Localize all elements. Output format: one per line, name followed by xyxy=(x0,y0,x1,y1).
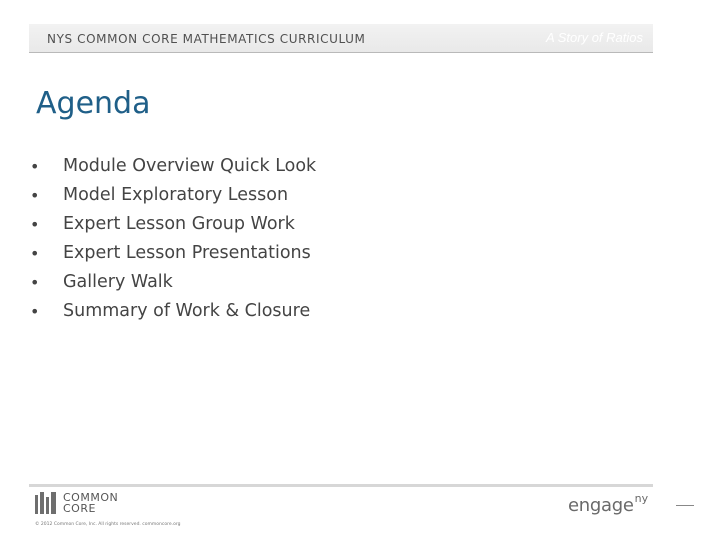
agenda-item xyxy=(30,152,316,181)
agenda-item-text: Expert Lesson Presentations xyxy=(63,243,311,263)
common-core-logo xyxy=(35,492,135,518)
agenda-list xyxy=(30,152,316,326)
logo-line-2: CORE xyxy=(63,502,96,515)
curriculum-label: NYS COMMON CORE MATHEMATICS CURRICULUM xyxy=(47,32,366,46)
slide-title: Agenda xyxy=(36,86,151,121)
agenda-item xyxy=(30,297,316,326)
engage-ny-logo xyxy=(568,492,648,516)
engage-wordmark: engage xyxy=(568,495,634,516)
agenda-item xyxy=(30,210,316,239)
agenda-item-text: Gallery Walk xyxy=(63,272,173,292)
story-label: A Story of Ratios xyxy=(545,30,643,45)
copyright-text: © 2012 Common Core, Inc. All rights reserved. commoncore.org xyxy=(35,522,181,527)
bullet-icon: • xyxy=(30,157,40,176)
bullet-icon: • xyxy=(30,244,40,263)
bullet-icon: • xyxy=(30,215,40,234)
bullet-icon: • xyxy=(30,186,40,205)
bullet-icon: • xyxy=(30,302,40,321)
footer-dash xyxy=(676,505,694,506)
engage-superscript: ny xyxy=(634,492,649,505)
common-core-wordmark xyxy=(63,492,118,514)
agenda-item-text: Module Overview Quick Look xyxy=(63,156,317,176)
agenda-item xyxy=(30,181,316,210)
header-bar xyxy=(29,24,653,53)
agenda-item-text: Summary of Work & Closure xyxy=(63,301,311,321)
bullet-icon: • xyxy=(30,273,40,292)
agenda-item-text: Expert Lesson Group Work xyxy=(63,214,295,234)
logo-line-1: COMMON xyxy=(63,491,119,504)
footer-divider xyxy=(29,484,653,487)
agenda-item xyxy=(30,239,316,268)
agenda-item xyxy=(30,268,316,297)
agenda-item-text: Model Exploratory Lesson xyxy=(63,185,289,205)
